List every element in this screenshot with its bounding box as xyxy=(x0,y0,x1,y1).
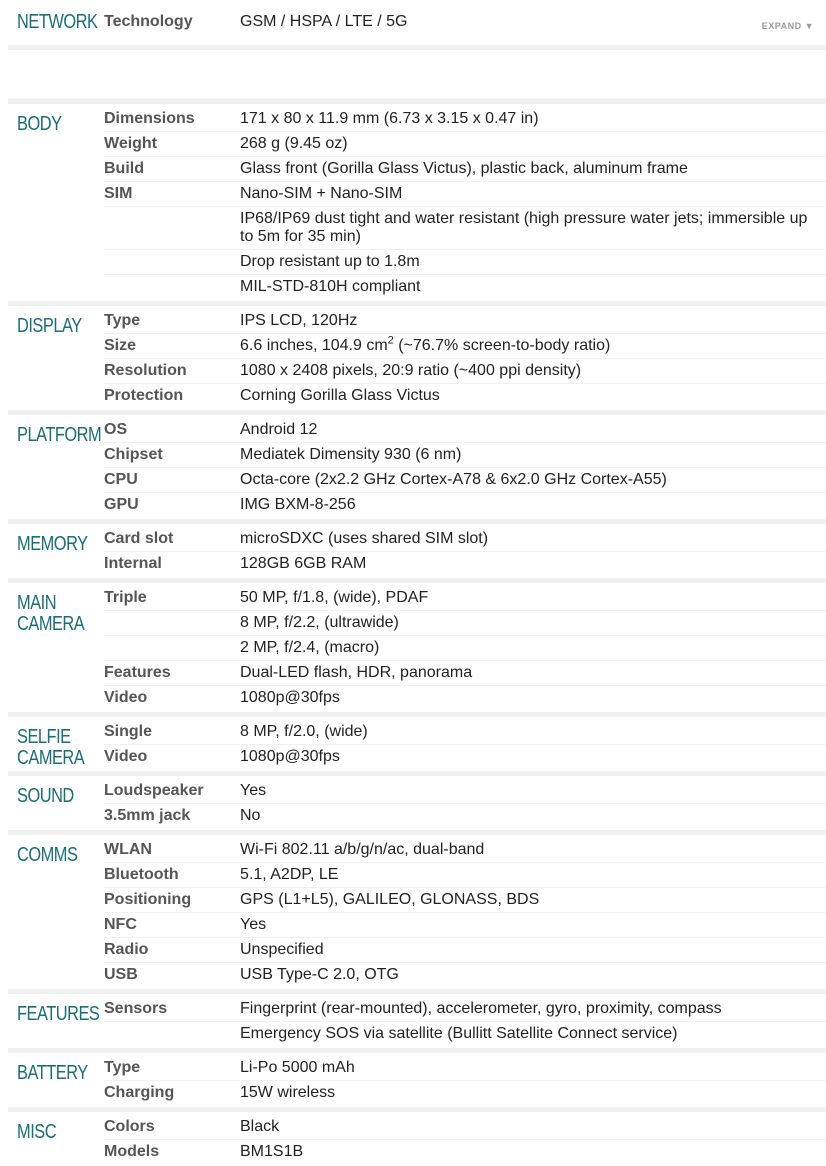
spec-label-sensors[interactable]: Sensors xyxy=(104,994,228,1022)
spec-label-usb[interactable]: USB xyxy=(104,963,228,990)
spec-label-sim[interactable]: SIM xyxy=(104,182,228,207)
section-memory xyxy=(8,524,826,578)
spec-value-positioning: GPS (L1+L5), GALILEO, GLONASS, BDS xyxy=(228,888,826,913)
spec-label-video[interactable]: Video xyxy=(104,686,228,713)
spec-label-empty xyxy=(104,207,228,250)
spec-value-usb: USB Type-C 2.0, OTG xyxy=(228,963,826,990)
spec-value-wlan: Wi-Fi 802.11 a/b/g/n/ac, dual-band xyxy=(228,835,826,863)
spec-label-empty xyxy=(104,1022,228,1049)
spec-value-build: Glass front (Gorilla Glass Victus), plastic back, aluminum frame xyxy=(228,157,826,182)
spec-value-loudspeaker: Yes xyxy=(228,776,826,804)
category-memory[interactable]: MEMORY xyxy=(8,524,87,578)
spec-value-battery-type: Li-Po 5000 mAh xyxy=(228,1053,826,1081)
spec-label-nfc[interactable]: NFC xyxy=(104,913,228,938)
spec-value-models: BM1S1B xyxy=(228,1140,826,1166)
spec-label-empty xyxy=(104,275,228,302)
spec-label-weight[interactable]: Weight xyxy=(104,132,228,157)
spec-value-bluetooth: 5.1, A2DP, LE xyxy=(228,863,826,888)
spec-label-triple[interactable]: Triple xyxy=(104,583,228,611)
spec-value-card-slot: microSDXC (uses shared SIM slot) xyxy=(228,524,826,552)
section-comms xyxy=(8,835,826,989)
category-platform[interactable]: PLATFORM xyxy=(8,415,87,519)
spec-label-jack[interactable]: 3.5mm jack xyxy=(104,804,228,831)
spec-value-video: 1080p@30fps xyxy=(228,686,826,713)
category-battery[interactable]: BATTERY xyxy=(8,1053,87,1107)
section-selfie-camera xyxy=(8,717,826,771)
spec-value-gpu: IMG BXM-8-256 xyxy=(228,493,826,520)
spec-value-resolution: 1080 x 2408 pixels, 20:9 ratio (~400 ppi density) xyxy=(228,359,826,384)
spec-value-jack: No xyxy=(228,804,826,831)
section-features xyxy=(8,994,826,1048)
category-main-camera[interactable]: MAIN CAMERA xyxy=(8,583,87,712)
spec-value-colors: Black xyxy=(228,1112,826,1140)
spec-label-card-slot[interactable]: Card slot xyxy=(104,524,228,552)
spec-value-single: 8 MP, f/2.0, (wide) xyxy=(228,717,826,745)
section-battery xyxy=(8,1053,826,1107)
spec-value-protection: Corning Gorilla Glass Victus xyxy=(228,384,826,411)
spec-label-empty xyxy=(104,611,228,636)
section-body xyxy=(8,104,826,301)
spec-label-resolution[interactable]: Resolution xyxy=(104,359,228,384)
specs-table xyxy=(8,0,826,1166)
spec-label-positioning[interactable]: Positioning xyxy=(104,888,228,913)
category-misc[interactable]: MISC xyxy=(8,1112,87,1166)
spec-value-cpu: Octa-core (2x2.2 GHz Cortex-A78 & 6x2.0 GHz Cortex-A55) xyxy=(228,468,826,493)
spec-label-loudspeaker[interactable]: Loudspeaker xyxy=(104,776,228,804)
category-display[interactable]: DISPLAY xyxy=(8,306,87,410)
spec-label-battery-type[interactable]: Type xyxy=(104,1053,228,1081)
spec-label-models[interactable]: Models xyxy=(104,1140,228,1166)
spec-value-dimensions: 171 x 80 x 11.9 mm (6.73 x 3.15 x 0.47 in) xyxy=(228,104,826,132)
spec-value-ultrawide: 8 MP, f/2.2, (ultrawide) xyxy=(228,611,826,636)
spec-label-video[interactable]: Video xyxy=(104,745,228,772)
spec-value xyxy=(228,0,826,45)
spec-label-colors[interactable]: Colors xyxy=(104,1112,228,1140)
spec-label-chipset[interactable]: Chipset xyxy=(104,443,228,468)
section-sound xyxy=(8,776,826,830)
category-comms[interactable]: COMMS xyxy=(8,835,87,989)
spec-value-weight: 268 g (9.45 oz) xyxy=(228,132,826,157)
spec-label-dimensions[interactable]: Dimensions xyxy=(104,104,228,132)
spec-value-drop: Drop resistant up to 1.8m xyxy=(228,250,826,275)
category-network[interactable]: NETWORK xyxy=(8,0,87,45)
spec-label-internal[interactable]: Internal xyxy=(104,552,228,579)
spec-value-macro: 2 MP, f/2.4, (macro) xyxy=(228,636,826,661)
spec-label-empty xyxy=(104,636,228,661)
spec-label-size[interactable]: Size xyxy=(104,334,228,359)
spec-label-os[interactable]: OS xyxy=(104,415,228,443)
spec-label-protection[interactable]: Protection xyxy=(104,384,228,411)
spec-value-nfc: Yes xyxy=(228,913,826,938)
spec-label-cpu[interactable]: CPU xyxy=(104,468,228,493)
category-selfie-camera[interactable]: SELFIE CAMERA xyxy=(8,717,87,771)
spec-label-gpu[interactable]: GPU xyxy=(104,493,228,520)
spec-label-radio[interactable]: Radio xyxy=(104,938,228,963)
spec-value-os: Android 12 xyxy=(228,415,826,443)
network-row xyxy=(8,0,826,45)
section-main-camera xyxy=(8,583,826,712)
spec-value-wide: 50 MP, f/1.8, (wide), PDAF xyxy=(228,583,826,611)
spec-label-single[interactable]: Single xyxy=(104,717,228,745)
spec-label-build[interactable]: Build xyxy=(104,157,228,182)
spec-value-sim: Nano-SIM + Nano-SIM xyxy=(228,182,826,207)
spec-label-wlan[interactable]: WLAN xyxy=(104,835,228,863)
spec-value-internal: 128GB 6GB RAM xyxy=(228,552,826,579)
spec-value-charging: 15W wireless xyxy=(228,1081,826,1108)
spec-label[interactable]: Technology xyxy=(104,0,228,45)
spec-value-video: 1080p@30fps xyxy=(228,745,826,772)
category-body[interactable]: BODY xyxy=(8,104,87,301)
spec-value-type: IPS LCD, 120Hz xyxy=(228,306,826,334)
section-misc xyxy=(8,1112,826,1166)
spec-value-text: GSM / HSPA / LTE / 5G xyxy=(240,13,407,30)
spec-value-mil-std: MIL-STD-810H compliant xyxy=(228,275,826,302)
spec-label-features[interactable]: Features xyxy=(104,661,228,686)
spec-value-sensors: Fingerprint (rear-mounted), accelerometer, gyro, proximity, compass xyxy=(228,994,826,1022)
spec-label-type[interactable]: Type xyxy=(104,306,228,334)
spec-value-ip-rating: IP68/IP69 dust tight and water resistant (high pressure water jets; immersible up to 5m for 35 min) xyxy=(228,207,826,250)
section-display xyxy=(8,306,826,410)
spec-value-camera-features: Dual-LED flash, HDR, panorama xyxy=(228,661,826,686)
spec-value-sos: Emergency SOS via satellite (Bullitt Satellite Connect service) xyxy=(228,1022,826,1049)
category-features[interactable]: FEATURES xyxy=(8,994,87,1048)
spec-label-charging[interactable]: Charging xyxy=(104,1081,228,1108)
category-sound[interactable]: SOUND xyxy=(8,776,87,830)
ad-spacer xyxy=(8,50,826,99)
section-platform xyxy=(8,415,826,519)
spec-value-size: 6.6 inches, 104.9 $cm^2$ (~76.7% screen-to-body ratio) xyxy=(228,334,826,359)
expand-button[interactable]: EXPAND ▼ xyxy=(762,17,814,35)
spec-label-empty xyxy=(104,250,228,275)
spec-value-radio: Unspecified xyxy=(228,938,826,963)
spec-label-bluetooth[interactable]: Bluetooth xyxy=(104,863,228,888)
spec-value-chipset: Mediatek Dimensity 930 (6 nm) xyxy=(228,443,826,468)
